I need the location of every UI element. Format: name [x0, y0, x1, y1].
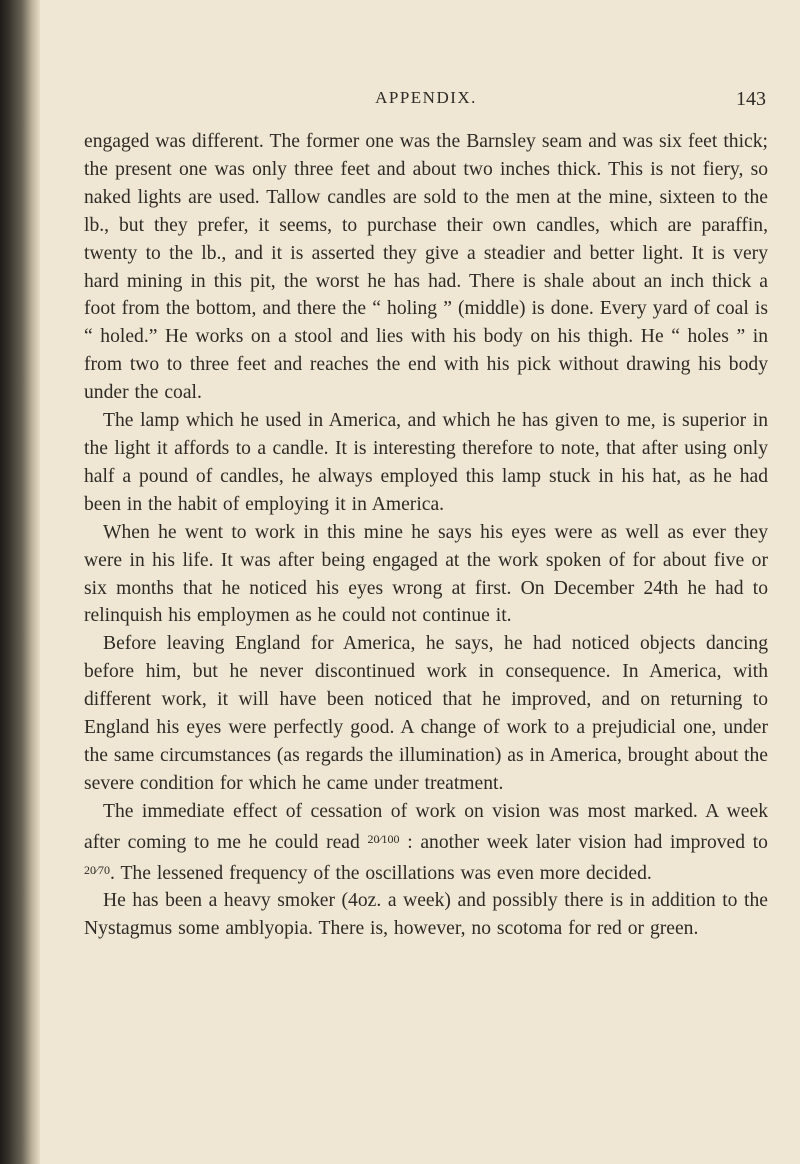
- paragraph-vision: [84, 798, 768, 888]
- paragraph-mine-conditions: engaged was different. The former one was the Barnsley seam and was six feet thick; the present one was only three feet and about two inches thick. This is not fiery, so naked lights are used. Tallow candles are sold to the men at the mine, sixteen to the lb., but they prefer, it seems, to purchase their own candles, which are paraffin, twenty to the lb., and it is asserted they give a steadier and better light. It is very hard mining in this pit, the worst he has had. There is shale about an inch thick a foot from the bottom, and there the “ holing ” (middle) is done. Every yard of coal is “ holed.” He works on a stool and lies with his body on his thigh. He “ holes ” in from two to three feet and reaches the end with his pick without drawing his body under the coal.: [84, 131, 768, 404]
- body-text: [84, 128, 768, 943]
- page-number: 143: [736, 88, 766, 110]
- running-title: APPENDIX.: [375, 88, 477, 107]
- vision-fraction-second: 20⁄70: [84, 862, 111, 877]
- vision-text-middle: : another week later vision had improved to: [407, 831, 768, 853]
- book-binding-shadow: [0, 0, 40, 1164]
- book-page: [84, 88, 768, 943]
- vision-fraction-first: 20⁄100: [367, 831, 400, 846]
- vision-text-before: The immediate effect of cessation of work on vision was most marked. A week after coming to me he could read: [84, 800, 768, 853]
- paragraph-smoking: He has been a heavy smoker (4oz. a week) and possibly there is in addition to the Nystagmus some amblyopia. There is, however, no scotoma for red or green.: [84, 890, 768, 940]
- vision-text-after: . The lessened frequency of the oscillations was even more decided.: [110, 862, 652, 884]
- running-head: [84, 88, 768, 118]
- paragraph-lamp: The lamp which he used in America, and which he has given to me, is superior in the light it affords to a candle. It is interesting therefore to note, that after using only half a pound of candles, he always employed this lamp stuck in his hat, as he had been in the habit of employing it in America.: [84, 410, 768, 515]
- paragraph-onset: When he went to work in this mine he says his eyes were as well as ever they were in his life. It was after being engaged at the work spoken of for about five or six months that he noticed his eyes wrong at first. On December 24th he had to relinquish his employmen as he could not continue it.: [84, 521, 768, 627]
- paragraph-history: Before leaving England for America, he says, he had noticed objects dancing before him, but he never discontinued work in consequence. In America, with different work, it will have been noticed that he improved, and on returning to England his eyes were perfectly good. A change of work to a prejudicial one, under the same circumstances (as regards the illumination) as in America, brought about the severe condition for which he came under treatment.: [84, 633, 768, 794]
